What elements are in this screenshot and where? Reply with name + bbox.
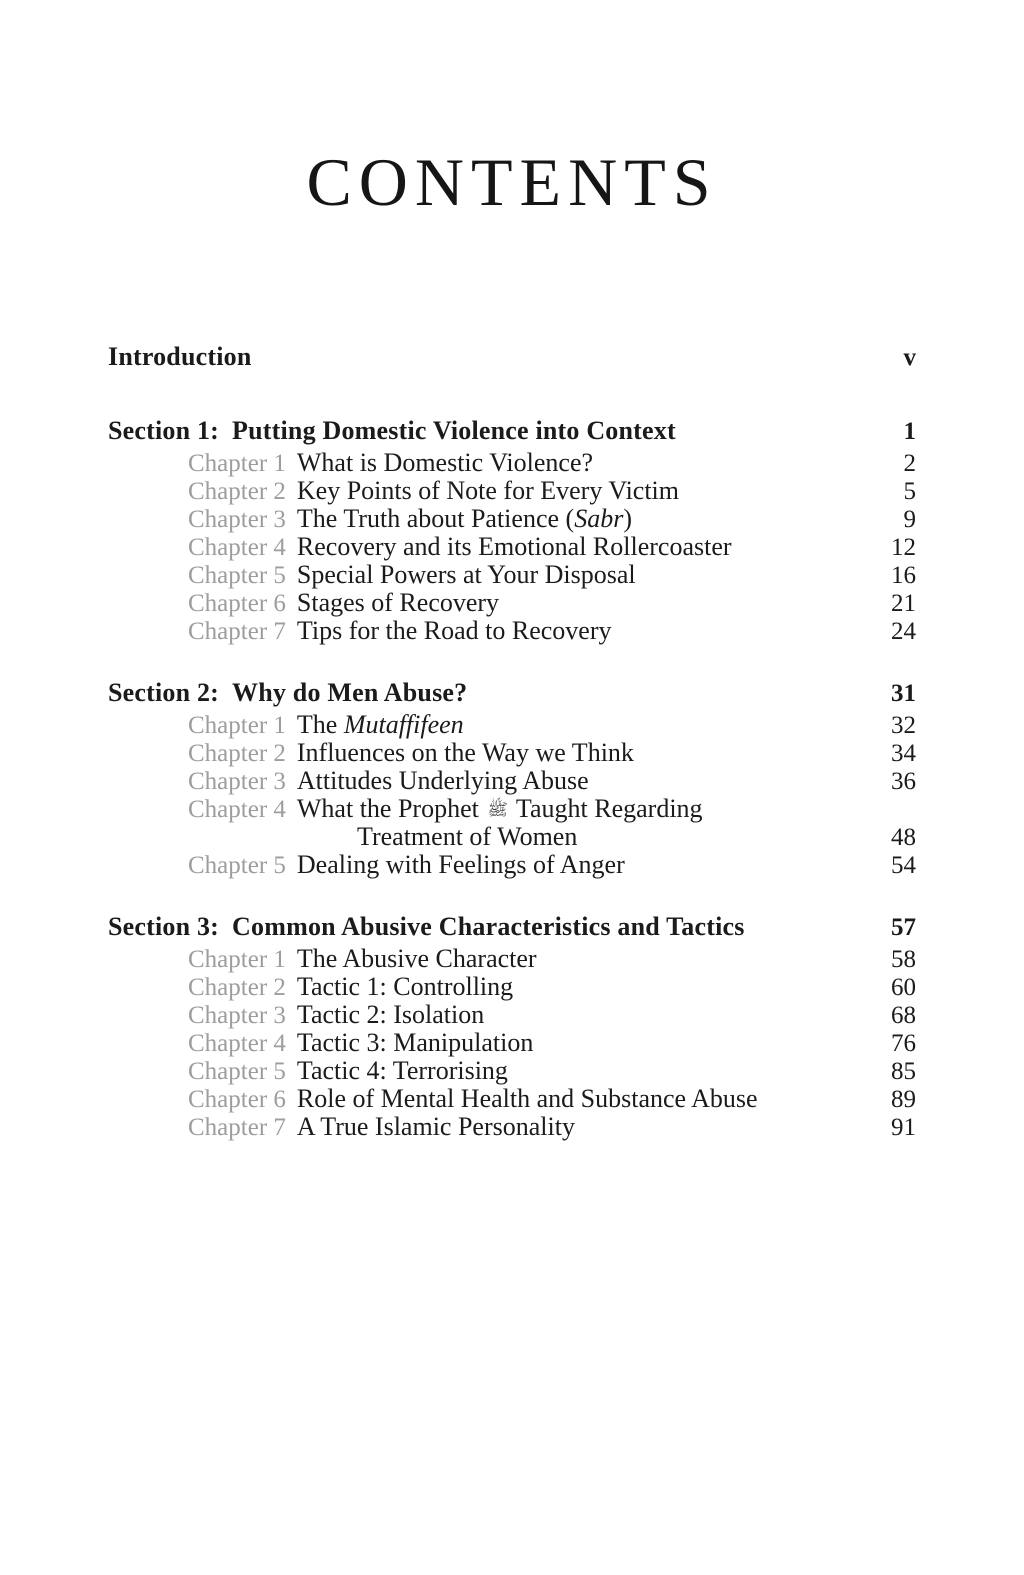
section-3-title: Common Abusive Characteristics and Tactics [232,912,745,941]
list-item[interactable] [108,590,916,616]
toc-entry-label [108,914,858,940]
chapter-title: Stages of Recovery [296,588,500,617]
chapter-page-number: 5 [903,478,916,505]
toc-entry-introduction[interactable] [108,344,916,370]
spacer [108,646,916,680]
salutation-glyph-icon: ﷺ [487,800,508,819]
toc-entry-label [108,852,858,878]
chapter-page-number: 32 [891,712,916,739]
chapter-label: Chapter 1 [188,946,286,973]
toc-entry-label [108,712,858,738]
chapter-label: Chapter 3 [188,1002,286,1029]
chapter-label: Chapter 2 [188,974,286,1001]
list-item[interactable] [108,506,916,532]
chapter-label: Chapter 5 [188,562,286,589]
list-item[interactable] [108,796,916,822]
list-item-continuation [108,824,916,850]
chapter-title: The Abusive Character [296,944,537,973]
list-item[interactable] [108,852,916,878]
spacer [108,880,916,914]
toc-entry-label [108,974,858,1000]
list-item[interactable] [108,1058,916,1084]
chapter-label: Chapter 1 [188,712,286,739]
toc-entry-label [108,450,858,476]
chapter-title: What is Domestic Violence? [296,448,594,477]
toc-entry-section-3[interactable] [108,914,916,940]
chapter-title: What the Prophet ﷺ Taught Regarding [296,794,703,823]
chapter-title-italic: Sabr [574,504,624,533]
chapter-title: A True Islamic Personality [296,1112,575,1141]
toc-entry-label [108,1030,858,1056]
toc-entry-label [108,768,858,794]
chapter-title: Recovery and its Emotional Rollercoaster [296,532,732,561]
chapter-label: Chapter 3 [188,768,286,795]
chapter-title: Role of Mental Health and Substance Abuse [296,1084,758,1113]
chapter-title: Key Points of Note for Every Victim [296,476,680,505]
chapter-page-number: 9 [903,506,916,533]
chapter-title: Influences on the Way we Think [296,738,634,767]
introduction-label: Introduction [108,342,252,371]
list-item[interactable] [108,618,916,644]
chapter-title-italic: Mutaffifeen [343,710,464,739]
toc-entry-label [108,1002,858,1028]
introduction-page-number: v [903,344,916,371]
list-item[interactable] [108,1114,916,1140]
toc-entry-section-1[interactable] [108,418,916,444]
chapter-label: Chapter 6 [188,1086,286,1113]
toc-entry-label [108,506,858,532]
list-item[interactable] [108,534,916,560]
toc-entry-label [108,534,858,560]
toc-entry-label [108,418,858,444]
chapter-title: The Mutaffifeen [296,710,464,739]
toc-entry-label [108,946,858,972]
toc-entry-label [108,1058,858,1084]
section-1-page-number: 1 [903,418,916,445]
chapter-label: Chapter 1 [188,450,286,477]
section-2-title: Why do Men Abuse? [232,678,468,707]
chapter-title-continuation: Treatment of Women [357,822,578,851]
list-item[interactable] [108,768,916,794]
list-item[interactable] [108,740,916,766]
chapter-title: Tips for the Road to Recovery [296,616,612,645]
list-item[interactable] [108,450,916,476]
chapter-label: Chapter 4 [188,1030,286,1057]
chapter-label: Chapter 3 [188,506,286,533]
chapter-page-number: 58 [891,946,916,973]
table-of-contents [108,344,916,1140]
toc-entry-label [108,796,858,822]
list-item[interactable] [108,562,916,588]
chapter-title: Tactic 3: Manipulation [296,1028,534,1057]
toc-entry-label [108,478,858,504]
chapter-page-number: 34 [891,740,916,767]
section-1-label: Section 1: [108,416,220,445]
toc-entry-label [108,1114,858,1140]
page-title: CONTENTS [306,144,718,220]
chapter-label: Chapter 2 [188,478,286,505]
chapter-title: Dealing with Feelings of Anger [296,850,625,879]
chapter-page-number: 76 [891,1030,916,1057]
list-item[interactable] [108,1002,916,1028]
chapter-page-number: 36 [891,768,916,795]
toc-entry-label [108,824,858,850]
chapter-title: The Truth about Patience (Sabr) [296,504,632,533]
chapter-page-number: 24 [891,618,916,645]
chapter-page-number: 21 [891,590,916,617]
section-1-title: Putting Domestic Violence into Context [232,416,676,445]
list-item[interactable] [108,712,916,738]
toc-entry-label [108,590,858,616]
chapter-title: Tactic 4: Terrorising [296,1056,508,1085]
chapter-label: Chapter 2 [188,740,286,767]
chapter-page-number: 85 [891,1058,916,1085]
list-item[interactable] [108,974,916,1000]
chapter-label: Chapter 7 [188,618,286,645]
list-item[interactable] [108,1086,916,1112]
toc-entry-label [108,1086,858,1112]
chapter-label: Chapter 7 [188,1114,286,1141]
chapter-title: Attitudes Underlying Abuse [296,766,589,795]
chapter-label: Chapter 4 [188,796,286,823]
toc-entry-section-2[interactable] [108,680,916,706]
chapter-label: Chapter 4 [188,534,286,561]
list-item[interactable] [108,478,916,504]
chapter-page-number: 16 [891,562,916,589]
toc-entry-label [108,680,858,706]
chapter-page-number: 68 [891,1002,916,1029]
section-2-label: Section 2: [108,678,220,707]
spacer [108,376,916,418]
toc-entry-label [108,618,858,644]
chapter-title: Special Powers at Your Disposal [296,560,636,589]
toc-entry-label [108,740,858,766]
chapter-label: Chapter 5 [188,1058,286,1085]
chapter-page-number: 48 [891,824,916,851]
toc-entry-label [108,562,858,588]
chapter-title: Tactic 1: Controlling [296,972,514,1001]
chapter-page-number: 54 [891,852,916,879]
chapter-page-number: 2 [903,450,916,477]
chapter-label: Chapter 6 [188,590,286,617]
chapter-page-number: 12 [891,534,916,561]
section-2-page-number: 31 [891,680,916,707]
list-item[interactable] [108,946,916,972]
chapter-page-number: 60 [891,974,916,1001]
section-3-page-number: 57 [891,914,916,941]
chapter-label: Chapter 5 [188,852,286,879]
section-3-label: Section 3: [108,912,220,941]
chapter-page-number: 89 [891,1086,916,1113]
toc-entry-label [108,344,858,370]
chapter-title: Tactic 2: Isolation [296,1000,485,1029]
chapter-page-number: 91 [891,1114,916,1141]
list-item[interactable] [108,1030,916,1056]
